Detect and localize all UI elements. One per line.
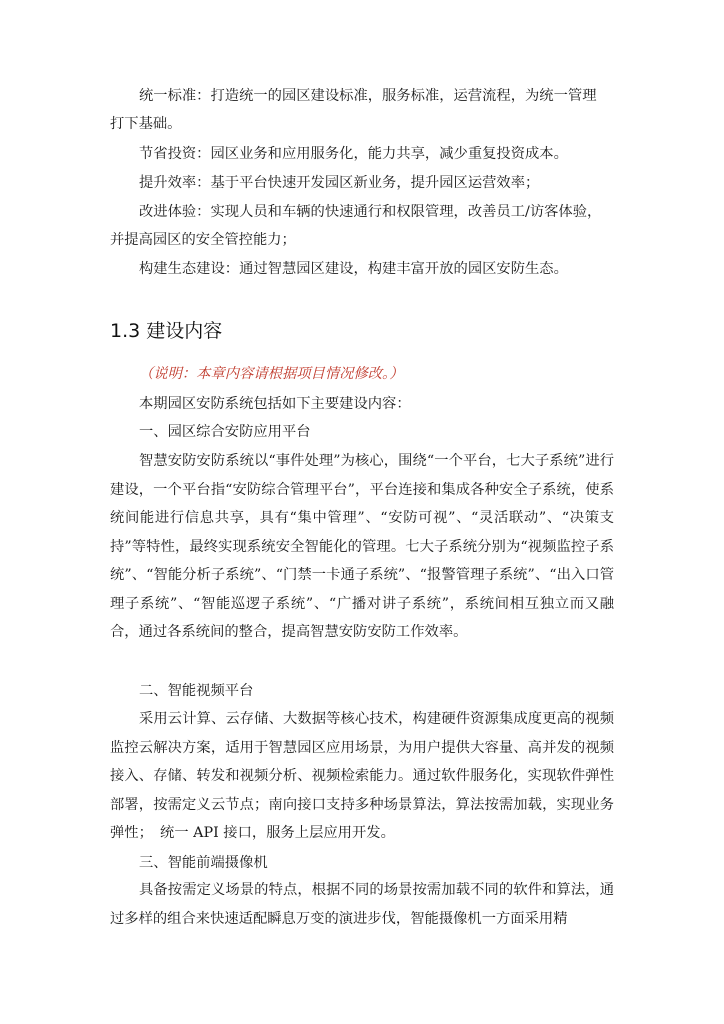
- section-intro: 本期园区安防系统包括如下主要建设内容：: [139, 396, 411, 412]
- item3-title: 三、智能前端摄像机: [139, 855, 268, 871]
- paragraph-ecology: 构建生态建设：通过智慧园区建设，构建丰富开放的园区安防生态。: [139, 261, 568, 277]
- section-note: （说明：本章内容请根据项目情况修改。）: [139, 366, 404, 382]
- section-heading: 1.3 建设内容: [110, 320, 223, 342]
- item2-body: 采用云计算、云存储、大数据等核心技术，构建硬件资源集成度更高的视频监控云解决方案，适用于智慧园区应用场景，为用户提供大容量、高并发的视频接入、存储、转发和视频分析、视频检索能力。通过软件服务化，实现软件弹性部署，按需定义云节点；南向接口支持多种场景算法，算法按需加载，实现业务弹性； 统一 API 接口，服务上层应用开发。: [110, 711, 614, 841]
- paragraph-improve-experience-line1: 改进体验：实现人员和车辆的快速通行和权限管理，改善员工/访客体验，: [139, 204, 602, 220]
- paragraph-save-investment: 节省投资：园区业务和应用服务化，能力共享，减少重复投资成本。: [139, 146, 568, 162]
- item2-title: 二、智能视频平台: [139, 683, 254, 699]
- paragraph-unified-standard-line2: 打下基础。: [110, 116, 182, 132]
- item1-title: 一、园区综合安防应用平台: [139, 424, 311, 440]
- item3-body: 具备按需定义场景的特点，根据不同的场景按需加载不同的软件和算法，通过多样的组合来快速适配瞬息万变的演进步伐，智能摄像机一方面采用精: [110, 882, 614, 927]
- paragraph-unified-standard-line1: 统一标准：打造统一的园区建设标准，服务标准，运营流程，为统一管理: [139, 88, 597, 104]
- paragraph-improve-efficiency: 提升效率：基于平台快速开发园区新业务，提升园区运营效率；: [139, 175, 540, 191]
- item1-body: 智慧安防安防系统以“事件处理”为核心，围绕“一个平台，七大子系统”进行建设，一个平台指“安防综合管理平台”，平台连接和集成各种安全子系统，使系统间能进行信息共享，具有“集中管理”、“安防可视”、“灵活联动”、“决策支持”等特性，最终实现系统安全智能化的管理。七大子系统分别为“视频监控子系统”、“智能分析子系统”、“门禁一卡通子系统”、“报警管理子系统”、“出入口管理子系统”、“智能巡逻子系统”、“广播对讲子系统”，系统间相互独立而又融合，通过各系统间的整合，提高智慧安防安防工作效率。: [110, 453, 615, 640]
- paragraph-improve-experience-line2: 并提高园区的安全管控能力；: [110, 232, 296, 248]
